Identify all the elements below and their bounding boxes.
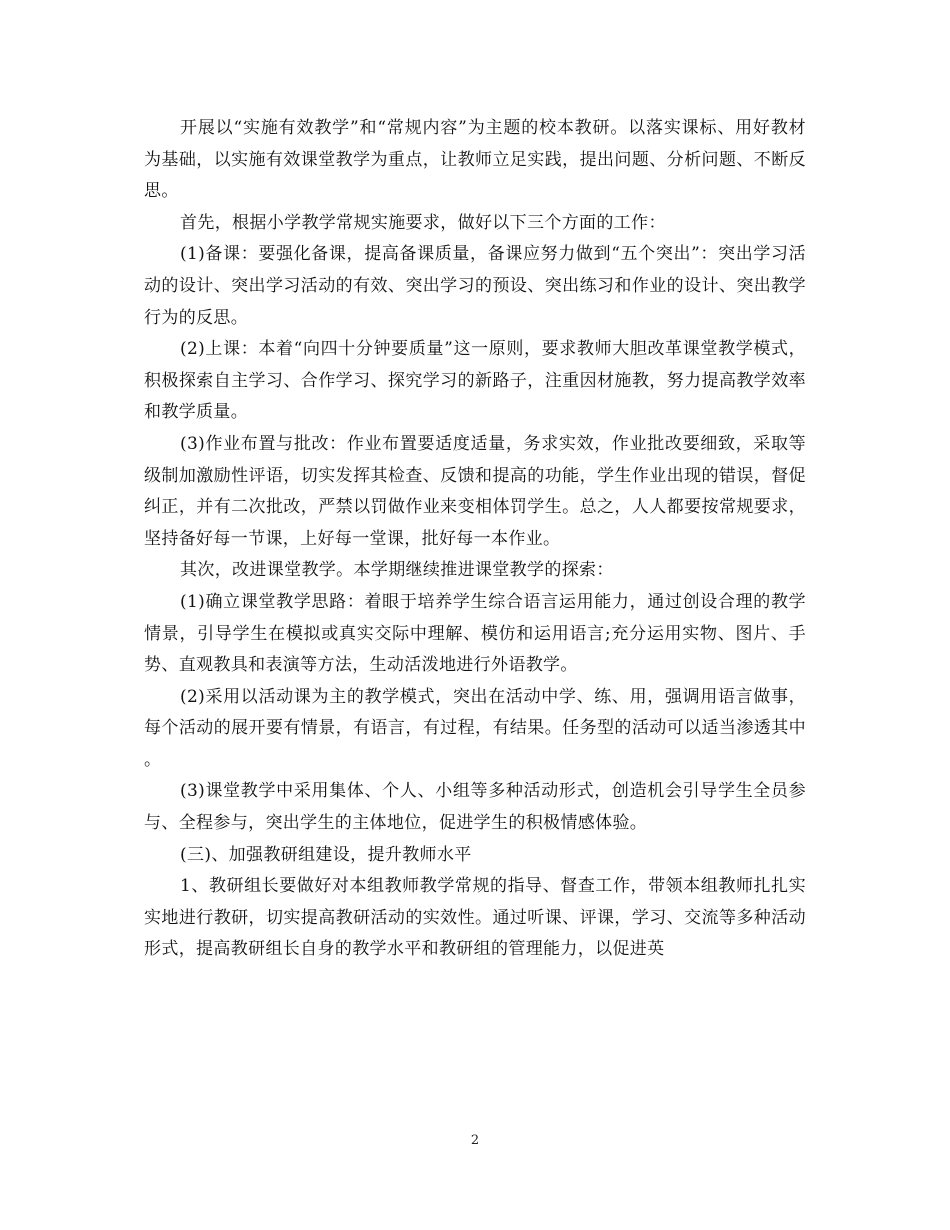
paragraph-homework: (3)作业布置与批改：作业布置要适度适量，务求实效，作业批改要细致，采取等级制加激励性评语，切实发挥其检查、反馈和提高的功能，学生作业出现的错误，督促纠正，并有二次批改，严禁以罚做作业来变相体罚学生。总之，人人都要按常规要求，坚持备好每一节课，上好每一堂课，批好每一本作业。 bbox=[144, 433, 806, 549]
paragraph-activity-model: (2)采用以活动课为主的教学模式，突出在活动中学、练、用，强调用语言做事，每个活动的展开要有情景，有语言，有过程，有结果。任务型的活动可以适当渗透其中。 bbox=[144, 686, 806, 770]
section-heading: (三)、加强教研组建设，提升教师水平 bbox=[180, 844, 472, 865]
paragraph-lesson-prep: (1)备课：要强化备课，提高备课质量，备课应努力做到“五个突出”：突出学习活动的设计、突出学习活动的有效、突出学习的预设、突出练习和作业的设计、突出教学行为的反思。 bbox=[144, 244, 806, 328]
paragraph-team-lead: 1、教研组长要做好对本组教师教学常规的指导、督查工作，带领本组教师扎扎实实地进行教研，切实提高教研活动的实效性。通过听课、评课，学习、交流等多种活动形式，提高教研组长自身的教学水平和教研组的管理能力，以促进英 bbox=[144, 876, 806, 960]
document-body bbox=[144, 113, 806, 966]
paragraph-teaching: (2)上课：本着“向四十分钟要质量”这一原则，要求教师大胆改革课堂教学模式，积极探索自主学习、合作学习、探究学习的新路子，注重因材施教，努力提高教学效率和教学质量。 bbox=[144, 339, 806, 423]
paragraph-first-section: 首先，根据小学教学常规实施要求，做好以下三个方面的工作： bbox=[180, 212, 666, 233]
paragraph-activity-forms: (3)课堂教学中采用集体、个人、小组等多种活动形式，创造机会引导学生全员参与、全程参与，突出学生的主体地位，促进学生的积极情感体验。 bbox=[144, 781, 806, 834]
paragraph-intro: 开展以“实施有效教学”和“常规内容”为主题的校本教研。以落实课标、用好教材为基础，以实施有效课堂教学为重点，让教师立足实践，提出问题、分析问题、不断反思。 bbox=[144, 118, 806, 202]
paragraph-teaching-approach: (1)确立课堂教学思路：着眼于培养学生综合语言运用能力，通过创设合理的教学情景，引导学生在模拟或真实交际中理解、模仿和运用语言;充分运用实物、图片、手势、直观教具和表演等方法，生动活泼地进行外语教学。 bbox=[144, 591, 806, 676]
paragraph-second-section: 其次，改进课堂教学。本学期继续推进课堂教学的探索： bbox=[180, 560, 614, 581]
page-number: 2 bbox=[470, 1133, 480, 1148]
